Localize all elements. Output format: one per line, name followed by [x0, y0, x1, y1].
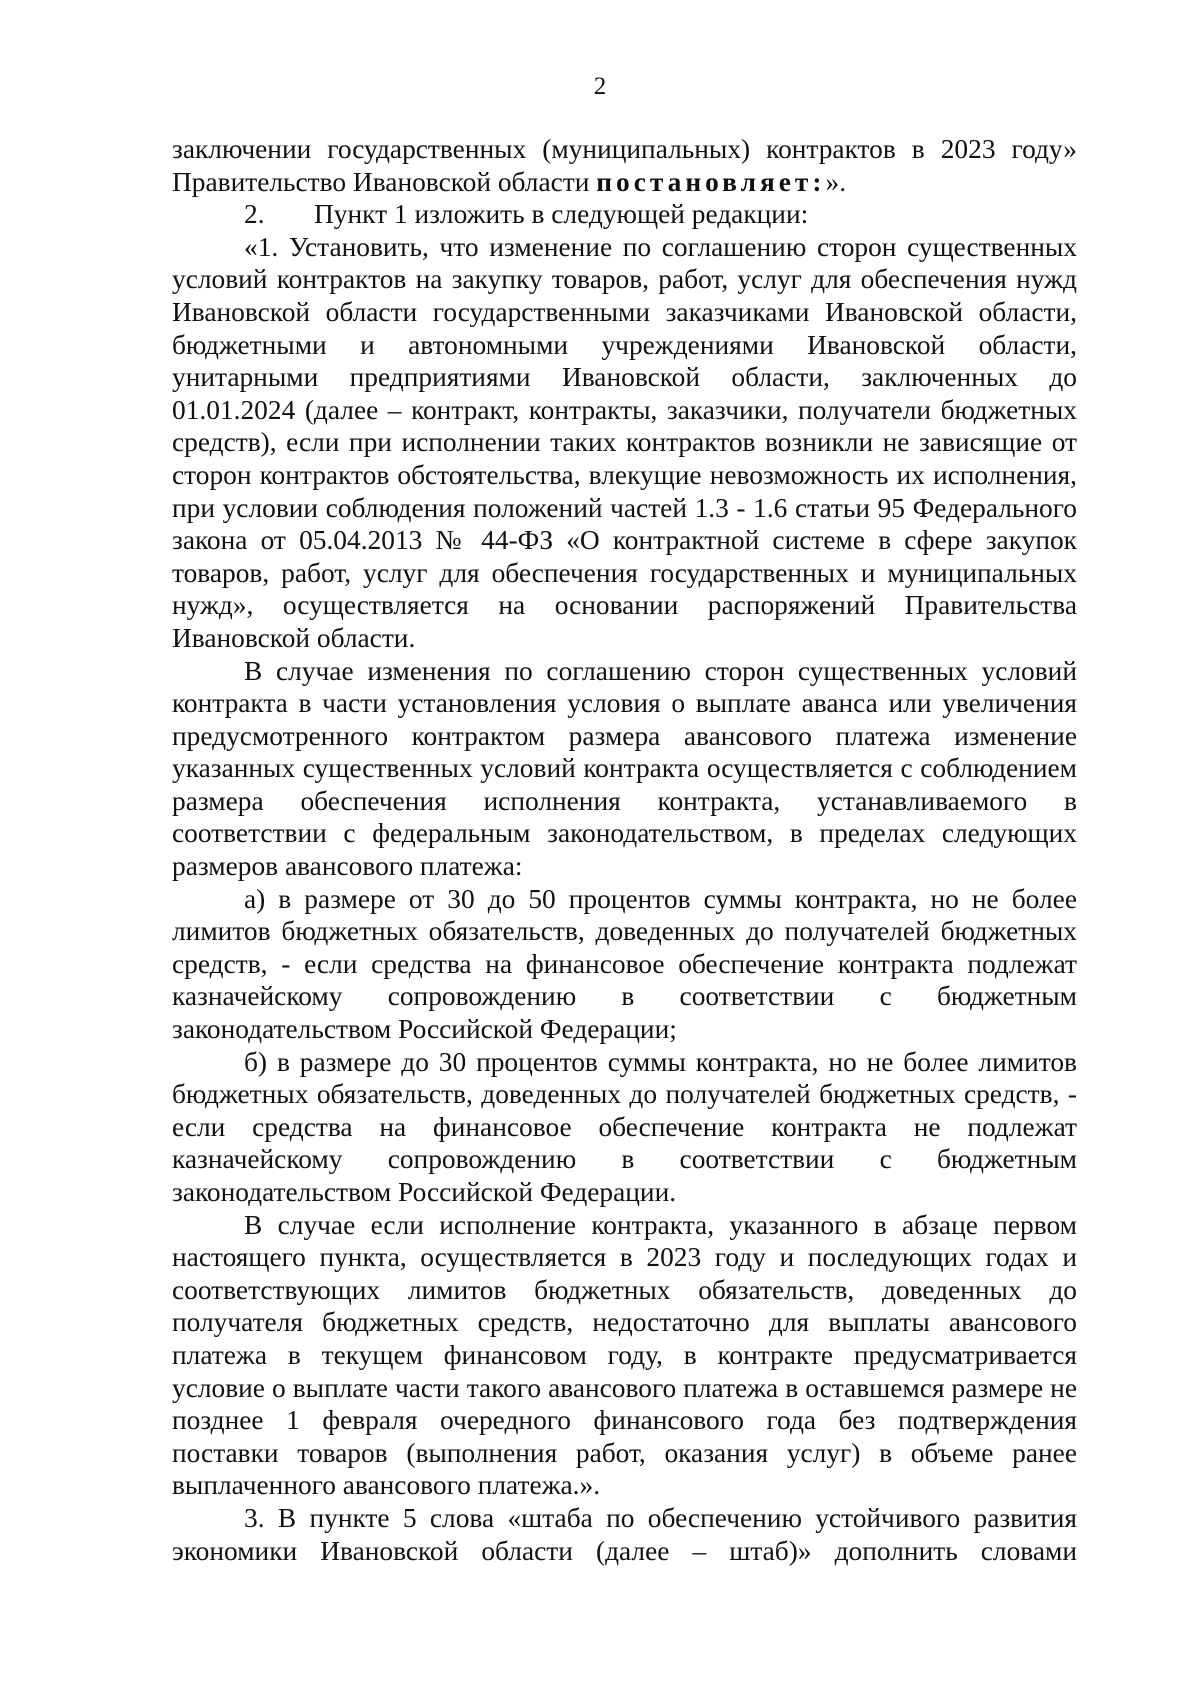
paragraph-point-1: «1. Установить, что изменение по соглашению сторон существенных условий контрактов на закупку товаров, работ, услуг для обеспечения нужд Ивановской области государственными заказчиками Ивановской области, бюджетными и автономными учреждениями Ивановской области, унитарными предприятиями Ивановской области, заключенных до 01.01.2024 (далее – контракт, контракты, заказчики, получатели бюджетных средств), если при исполнении таких контрактов возникли не зависящие от сторон контрактов обстоятельства, влекущие невозможность их исполнения, при условии соблюдения положений частей 1.3 - 1.6 статьи 95 Федерального закона от 05.04.2013 № 44-ФЗ «О контрактной системе в сфере закупок товаров, работ, услуг для обеспечения государственных и муниципальных нужд», осуществляется на основании распоряжений Правительства Ивановской области.	[172, 231, 1077, 653]
paragraph-item-3: 3. В пункте 5 слова «штаба по обеспечению устойчивого развития экономики Ивановской области (далее – штаб)» дополнить словами	[172, 1502, 1077, 1566]
item-2-number: 2.	[244, 199, 265, 230]
page-number: 2	[593, 73, 607, 100]
resolves-word: постановляет:	[596, 166, 826, 197]
intro-line-2	[172, 166, 1077, 199]
paragraph-subitem-a: а) в размере от 30 до 50 процентов суммы контракта, но не более лимитов бюджетных обязательств, доведенных до получателей бюджетных средств, - если средства на финансовое обеспечение контракта подлежат казначейскому сопровождению в соответствии с бюджетным законодательством Российской Федерации;	[172, 883, 1077, 1045]
item-2-text: Пункт 1 изложить в следующей редакции:	[314, 199, 809, 230]
intro-line-2-text: Правительство Ивановской области	[172, 166, 597, 197]
document-body	[172, 133, 1077, 1567]
intro-line-2-closing: ».	[825, 166, 847, 197]
paragraph-advance-change: В случае изменения по соглашению сторон существенных условий контракта в части установления условия о выплате аванса или увеличения предусмотренного контрактом размера авансового платежа изменение указанных существенных условий контракта осуществляется с соблюдением размера обеспечения исполнения контракта, устанавливаемого в соответствии с федеральным законодательством, в пределах следующих размеров авансового платежа:	[172, 655, 1077, 882]
intro-line-1: заключении государственных (муниципальных) контрактов в 2023 году»	[172, 134, 1077, 164]
paragraph-item-2	[172, 198, 1077, 231]
paragraph-subitem-b: б) в размере до 30 процентов суммы контракта, но не более лимитов бюджетных обязательств, доведенных до получателей бюджетных средств, - если средства на финансовое обеспечение контракта не подлежат казначейскому сопровождению в соответствии с бюджетным законодательством Российской Федерации.	[172, 1046, 1077, 1207]
paragraph-advance-remaining: В случае если исполнение контракта, указанного в абзаце первом настоящего пункта, осуществляется в 2023 году и последующих годах и соответствующих лимитов бюджетных обязательств, доведенных до получателя бюджетных средств, недостаточно для выплаты авансового платежа в текущем финансовом году, в контракте предусматривается условие о выплате части такого авансового платежа в оставшемся размере не позднее 1 февраля очередного финансового года без подтверждения поставки товаров (выполнения работ, оказания услуг) в объеме ранее выплаченного авансового платежа.».	[172, 1209, 1077, 1501]
paragraph-intro-continuation	[172, 133, 1077, 198]
